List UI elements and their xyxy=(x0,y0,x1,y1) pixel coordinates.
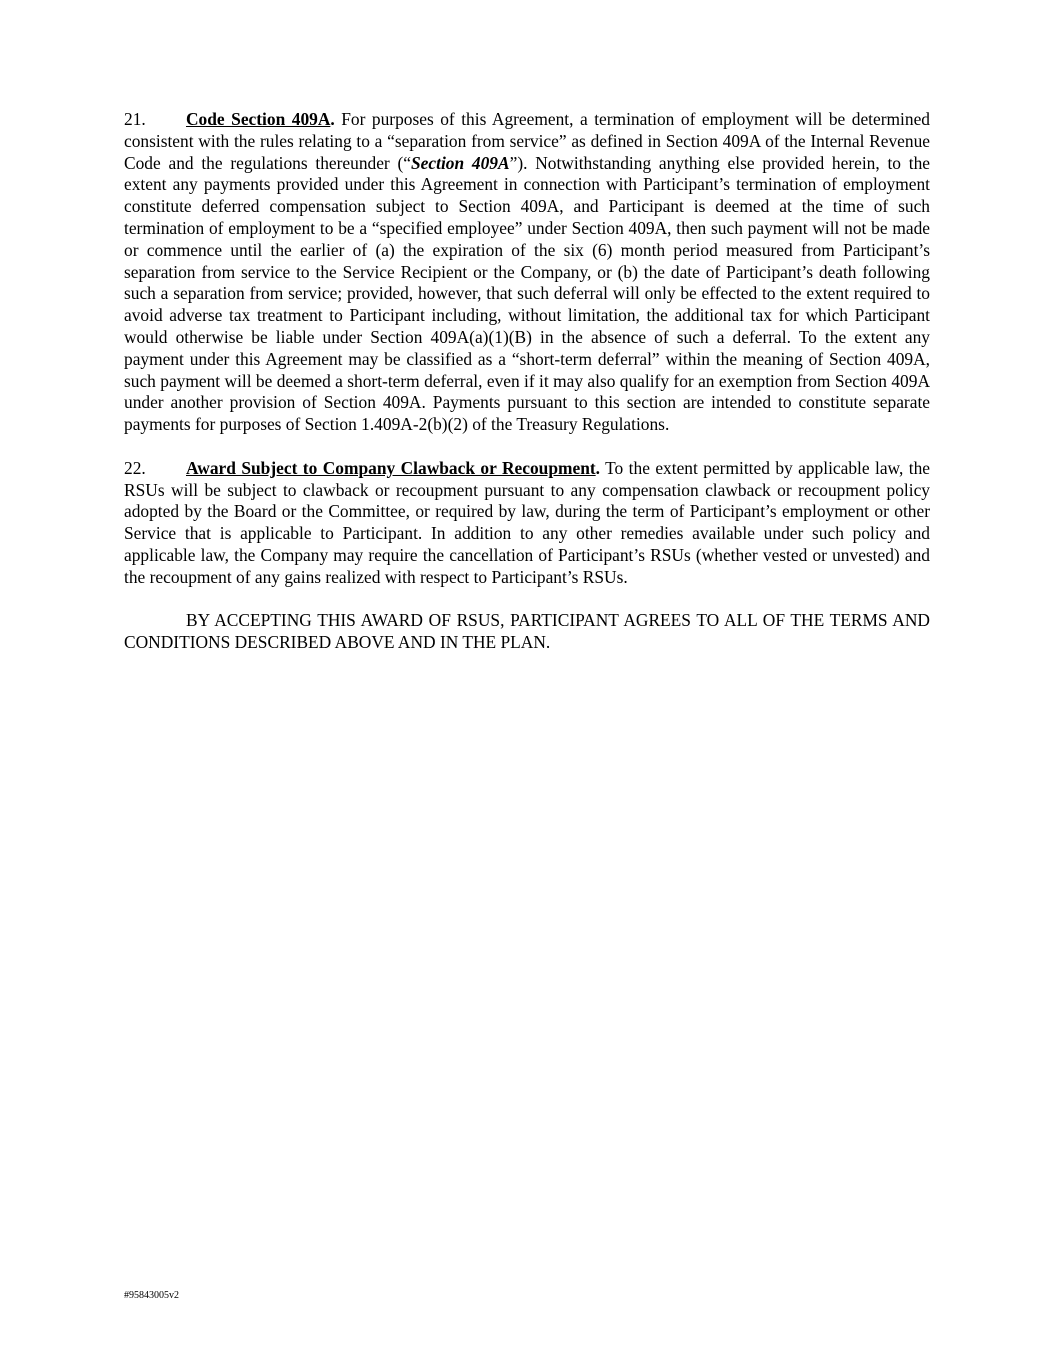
section-21-text-before-term: For purposes of this Agreement, a termination of employment will be determined consistent with the rules relating to a “separation from service” as defined in Section 409A of the Internal Revenue Code and the regulations thereunder (“ xyxy=(124,109,930,173)
section-21-paragraph xyxy=(124,109,930,436)
section-22-heading-period: . xyxy=(595,457,601,478)
section-22-heading: Award Subject to Company Clawback or Recoupment xyxy=(186,457,596,478)
document-body xyxy=(124,109,930,654)
section-21-heading: Code Section 409A xyxy=(186,109,331,129)
section-21-text-after-term: ”). Notwithstanding anything else provided herein, to the extent any payments provided under this Agreement in connection with Participant’s termination of employment constitute deferred compensation subject to Section 409A, and Participant is deemed at the time of such termination of employment to be a “specified employee” under Section 409A, then such payment will not be made or commence until the earlier of (a) the expiration of the six (6) month period measured from Participant’s separation from service to the Service Recipient or the Company, or (b) the date of Participant’s death following such a separation from service; provided, however, that such deferral will only be effected to the extent required to avoid adverse tax treatment to Participant including, without limitation, the additional tax for which Participant would otherwise be liable under Section 409A(a)(1)(B) in the absence of such a deferral. To the extent any payment under this Agreement may be classified as a “short-term deferral” within the meaning of Section 409A, such payment will be deemed a short-term deferral, even if it may also qualify for an exemption from Section 409A under another provision of Section 409A. Payments pursuant to this section are intended to constitute separate payments for purposes of Section 1.409A-2(b)(2) of the Treasury Regulations. xyxy=(124,152,930,435)
section-21-heading-period: . xyxy=(330,109,335,129)
section-21-number: 21. xyxy=(124,109,146,129)
closing-acknowledgement: BY ACCEPTING THIS AWARD OF RSUS, PARTICIPANT AGREES TO ALL OF THE TERMS AND CONDITIONS DESCRIBED ABOVE AND IN THE PLAN. xyxy=(124,610,930,653)
section-22-paragraph xyxy=(124,458,930,589)
section-21-defined-term: Section 409A xyxy=(411,152,510,173)
section-22-number: 22. xyxy=(124,457,146,478)
document-id-footer: #95843005v2 xyxy=(124,1290,179,1301)
section-22-text: To the extent permitted by applicable law, the RSUs will be subject to clawback or recoupment pursuant to any compensation clawback or recoupment policy adopted by the Board or the Committee, or required by law, during the term of Participant’s employment or other Service that is applicable to Participant. In addition to any other remedies available under such policy and applicable law, the Company may require the cancellation of Participant’s RSUs (whether vested or unvested) and the recoupment of any gains realized with respect to Participant’s RSUs. xyxy=(124,457,931,587)
